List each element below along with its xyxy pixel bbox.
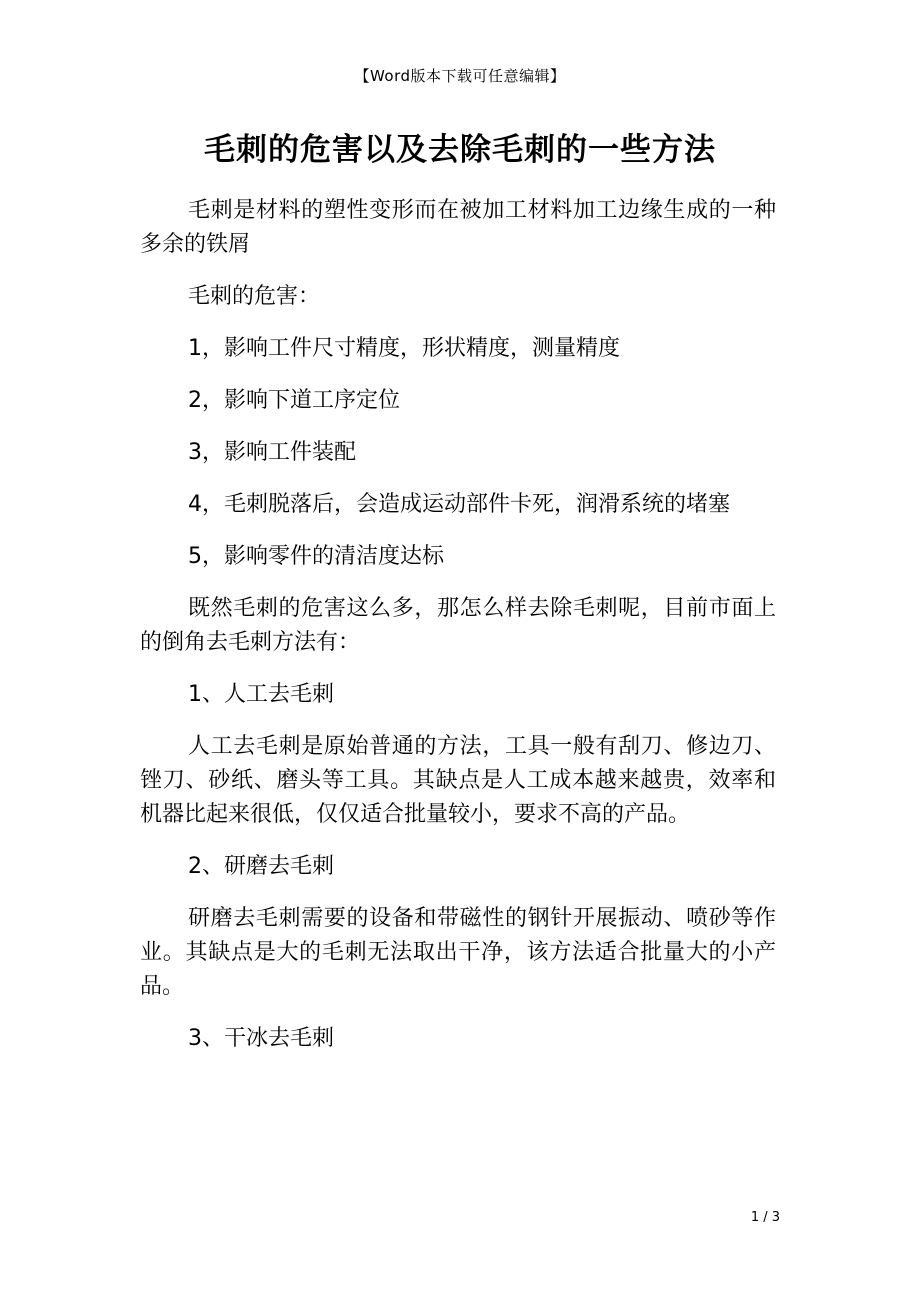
document-title: 毛刺的危害以及去除毛刺的一些方法 <box>204 132 716 168</box>
harm-item-4: 4，毛刺脱落后，会造成运动部件卡死，润滑系统的堵塞 <box>188 492 730 517</box>
page-header-banner: 【Word版本下载可任意编辑】 <box>354 67 566 85</box>
method-description-2: 研磨去毛刺需要的设备和带磁性的钢针开展振动、喷砂等作业。其缺点是大的毛刺无法取出干净，该方法适合批量大的小产品。 <box>140 906 776 999</box>
harm-item-1: 1，影响工件尺寸精度，形状精度，测量精度 <box>188 336 620 361</box>
method-heading-1: 1、人工去毛刺 <box>188 682 334 707</box>
document-body <box>140 194 776 1074</box>
paragraph-definition: 毛刺是材料的塑性变形而在被加工材料加工边缘生成的一种多余的铁屑 <box>140 198 776 257</box>
harm-item-5: 5，影响零件的清洁度达标 <box>188 544 444 569</box>
paragraph-methods-intro: 既然毛刺的危害这么多，那怎么样去除毛刺呢，目前市面上的倒角去毛刺方法有： <box>140 596 776 655</box>
harm-item-2: 2，影响下道工序定位 <box>188 388 400 413</box>
method-heading-2: 2、研磨去毛刺 <box>188 854 334 879</box>
harm-item-3: 3，影响工件装配 <box>188 440 356 465</box>
page-number: 1 / 3 <box>750 1210 780 1225</box>
paragraph-harm-heading: 毛刺的危害： <box>188 284 321 309</box>
method-description-1: 人工去毛刺是原始普通的方法，工具一般有刮刀、修边刀、锉刀、砂纸、磨头等工具。其缺点是人工成本越来越贵，效率和机器比起来很低，仅仅适合批量较小，要求不高的产品。 <box>140 734 776 827</box>
method-heading-3: 3、干冰去毛刺 <box>188 1026 334 1051</box>
